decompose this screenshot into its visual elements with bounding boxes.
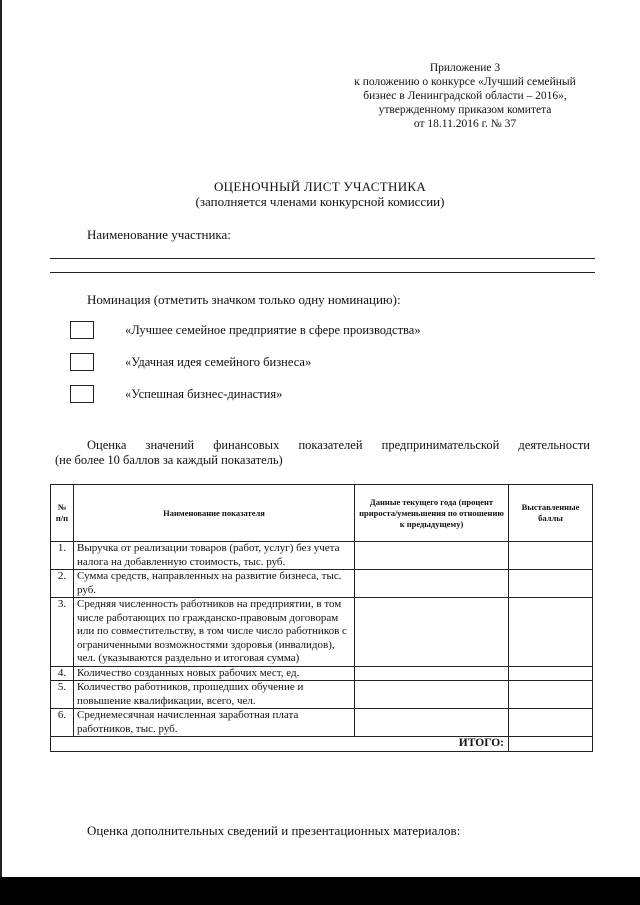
nomination-heading: Номинация (отметить значком только одну номинацию): bbox=[87, 292, 401, 307]
col-header-score: Выставленные баллы bbox=[509, 485, 593, 542]
nomination-checkbox[interactable] bbox=[70, 385, 94, 403]
row-current-value-cell[interactable] bbox=[355, 666, 509, 681]
appendix-line: к положению о конкурсе «Лучший семейный bbox=[354, 76, 576, 88]
appendix-line: бизнес в Ленинградской области – 2016», bbox=[363, 90, 567, 102]
row-number: 4. bbox=[51, 666, 74, 681]
row-indicator: Средняя численность работников на предприятии, в том числе работающих по гражданско-правовым договорам или по совместительству, в том числе число работников с ограниченными возможностями здоровья (инвалидов), чел. (указываются раздельно и итоговая сумма) bbox=[74, 598, 355, 667]
scan-page-edge bbox=[0, 0, 2, 905]
nomination-label: «Удачная идея семейного бизнеса» bbox=[125, 355, 312, 369]
row-number: 2. bbox=[51, 570, 74, 598]
nomination-label: «Лучшее семейное предприятие в сфере производства» bbox=[125, 323, 421, 337]
indicators-table bbox=[50, 484, 593, 752]
row-number: 3. bbox=[51, 598, 74, 667]
row-number: 1. bbox=[51, 542, 74, 570]
total-score-cell[interactable] bbox=[509, 737, 593, 752]
nomination-checkbox[interactable] bbox=[70, 321, 94, 339]
row-indicator: Сумма средств, направленных на развитие бизнеса, тыс. руб. bbox=[74, 570, 355, 598]
participant-name-line-1[interactable] bbox=[50, 258, 595, 259]
row-current-value-cell[interactable] bbox=[355, 542, 509, 570]
row-score-cell[interactable] bbox=[509, 681, 593, 709]
participant-name-label: Наименование участника: bbox=[87, 227, 231, 242]
total-label: ИТОГО: bbox=[51, 737, 509, 752]
row-number: 5. bbox=[51, 681, 74, 709]
appendix-line: Приложение 3 bbox=[429, 62, 501, 74]
table-header-row bbox=[51, 485, 593, 542]
col-header-name: Наименование показателя bbox=[74, 485, 355, 542]
table-row bbox=[51, 570, 593, 598]
table-row bbox=[51, 598, 593, 667]
row-current-value-cell[interactable] bbox=[355, 598, 509, 667]
form-title: ОЦЕНОЧНЫЙ ЛИСТ УЧАСТНИКА bbox=[213, 179, 427, 194]
scan-bottom-border bbox=[0, 877, 640, 905]
row-score-cell[interactable] bbox=[509, 598, 593, 667]
table-row bbox=[51, 709, 593, 737]
row-indicator: Количество созданных новых рабочих мест, ед. bbox=[74, 666, 355, 681]
col-header-num: № п/п bbox=[51, 485, 74, 542]
row-current-value-cell[interactable] bbox=[355, 570, 509, 598]
additional-assessment-heading: Оценка дополнительных сведений и презентационных материалов: bbox=[87, 823, 461, 838]
row-score-cell[interactable] bbox=[509, 709, 593, 737]
row-indicator: Выручка от реализации товаров (работ, услуг) без учета налога на добавленную стоимость, тыс. руб. bbox=[74, 542, 355, 570]
nomination-label: «Успешная бизнес-династия» bbox=[125, 387, 283, 401]
row-current-value-cell[interactable] bbox=[355, 709, 509, 737]
row-score-cell[interactable] bbox=[509, 666, 593, 681]
col-header-current: Данные текущего года (процент прироста/уменьшения по отношению к предыдущему) bbox=[355, 485, 509, 542]
table-row bbox=[51, 681, 593, 709]
financial-intro: Оценка значений финансовых показателей предпринимательской деятельности bbox=[87, 438, 590, 452]
nomination-checkbox[interactable] bbox=[70, 353, 94, 371]
table-total-row bbox=[51, 737, 593, 752]
appendix-line: утвержденному приказом комитета bbox=[378, 104, 552, 116]
table-row bbox=[51, 666, 593, 681]
row-indicator: Количество работников, прошедших обучение и повышение квалификации, всего, чел. bbox=[74, 681, 355, 709]
row-number: 6. bbox=[51, 709, 74, 737]
participant-name-line-2[interactable] bbox=[50, 272, 595, 273]
financial-intro-note: (не более 10 баллов за каждый показатель) bbox=[55, 453, 283, 467]
form-subtitle: (заполняется членами конкурсной комиссии) bbox=[195, 194, 445, 209]
row-score-cell[interactable] bbox=[509, 542, 593, 570]
appendix-reference bbox=[335, 61, 595, 131]
appendix-line: от 18.11.2016 г. № 37 bbox=[413, 118, 517, 130]
row-score-cell[interactable] bbox=[509, 570, 593, 598]
row-indicator: Среднемесячная начисленная заработная плата работников, тыс. руб. bbox=[74, 709, 355, 737]
row-current-value-cell[interactable] bbox=[355, 681, 509, 709]
table-row bbox=[51, 542, 593, 570]
